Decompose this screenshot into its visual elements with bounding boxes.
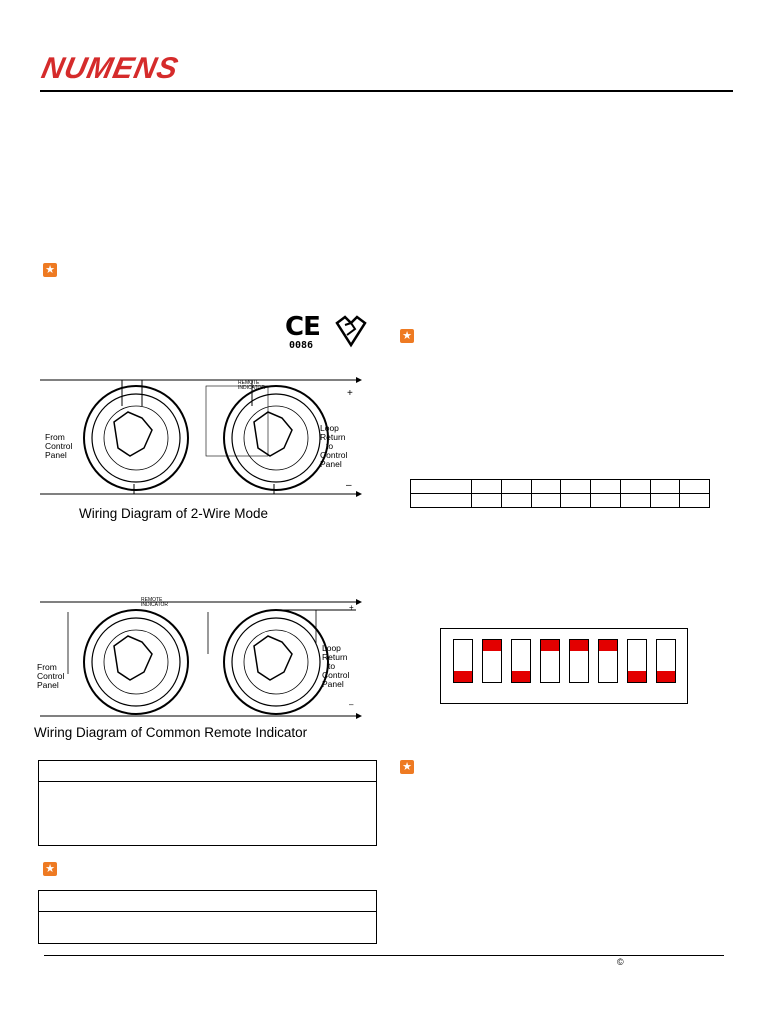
remote-indicator-label: REMOTE INDICATOR <box>141 597 169 608</box>
table-cell <box>411 480 472 494</box>
ce-number: 0086 <box>289 340 314 351</box>
table-cell <box>620 494 650 508</box>
table-cell <box>650 494 680 508</box>
dip-switch <box>656 639 676 683</box>
dip-switch-knob <box>541 640 559 651</box>
dip-switch-panel <box>440 628 688 704</box>
table-cell <box>472 480 502 494</box>
table-cell <box>680 480 710 494</box>
table-cell <box>531 480 561 494</box>
table-cell <box>591 480 621 494</box>
plus-symbol: + <box>349 603 354 612</box>
dip-switch-knob <box>454 671 472 682</box>
plus-symbol: + <box>347 388 353 399</box>
info-box-header <box>39 761 376 782</box>
remote-indicator-label: REMOTE INDICATOR <box>238 380 266 391</box>
table-cell <box>501 494 531 508</box>
wiring-diagram-remote-indicator <box>38 594 368 724</box>
dip-switch <box>453 639 473 683</box>
wiring-diagram-2wire <box>38 372 368 502</box>
detector-base <box>84 386 188 490</box>
detector-base <box>224 610 328 714</box>
header-rule <box>40 90 733 92</box>
star-icon: ★ <box>400 760 414 774</box>
kitemark-icon <box>333 313 369 349</box>
table-cell <box>501 480 531 494</box>
dip-switch <box>540 639 560 683</box>
footer-rule <box>44 955 724 956</box>
from-control-panel-label: From Control Panel <box>45 432 73 460</box>
table-cell <box>411 494 472 508</box>
star-icon: ★ <box>400 329 414 343</box>
info-box <box>38 760 377 846</box>
table-row <box>411 480 710 494</box>
table-row <box>411 494 710 508</box>
dip-switch <box>482 639 502 683</box>
dip-switch <box>627 639 647 683</box>
dip-switch <box>598 639 618 683</box>
dip-switch-knob <box>599 640 617 651</box>
address-table <box>410 479 710 508</box>
minus-symbol: – <box>346 480 352 491</box>
dip-switch-knob <box>512 671 530 682</box>
table-cell <box>620 480 650 494</box>
ce-mark-text: CE <box>285 312 320 342</box>
table-cell <box>680 494 710 508</box>
minus-symbol: – <box>349 700 354 709</box>
diagram-caption: Wiring Diagram of 2-Wire Mode <box>79 506 269 521</box>
table-cell <box>591 494 621 508</box>
table-cell <box>561 480 591 494</box>
dip-switch-knob <box>570 640 588 651</box>
table-cell <box>650 480 680 494</box>
dip-switch-knob <box>657 671 675 682</box>
ce-mark <box>285 313 325 357</box>
detector-base <box>224 386 328 490</box>
dip-switch <box>511 639 531 683</box>
table-cell <box>472 494 502 508</box>
dip-switch-knob <box>483 640 501 651</box>
dip-switch <box>569 639 589 683</box>
loop-return-label: Loop Return to Control Panel <box>320 423 348 469</box>
table-cell <box>561 494 591 508</box>
brand-logo: NUMENS <box>38 52 182 85</box>
table-cell <box>531 494 561 508</box>
star-icon: ★ <box>43 263 57 277</box>
star-icon: ★ <box>43 862 57 876</box>
info-box <box>38 890 377 944</box>
copyright-symbol: © <box>617 957 624 967</box>
diagram-caption: Wiring Diagram of Common Remote Indicator <box>34 725 308 740</box>
dip-switch-knob <box>628 671 646 682</box>
from-control-panel-label: From Control Panel <box>37 662 65 690</box>
loop-return-label: Loop Return to Control Panel <box>322 643 350 689</box>
info-box-header <box>39 891 376 912</box>
detector-base <box>84 610 188 714</box>
